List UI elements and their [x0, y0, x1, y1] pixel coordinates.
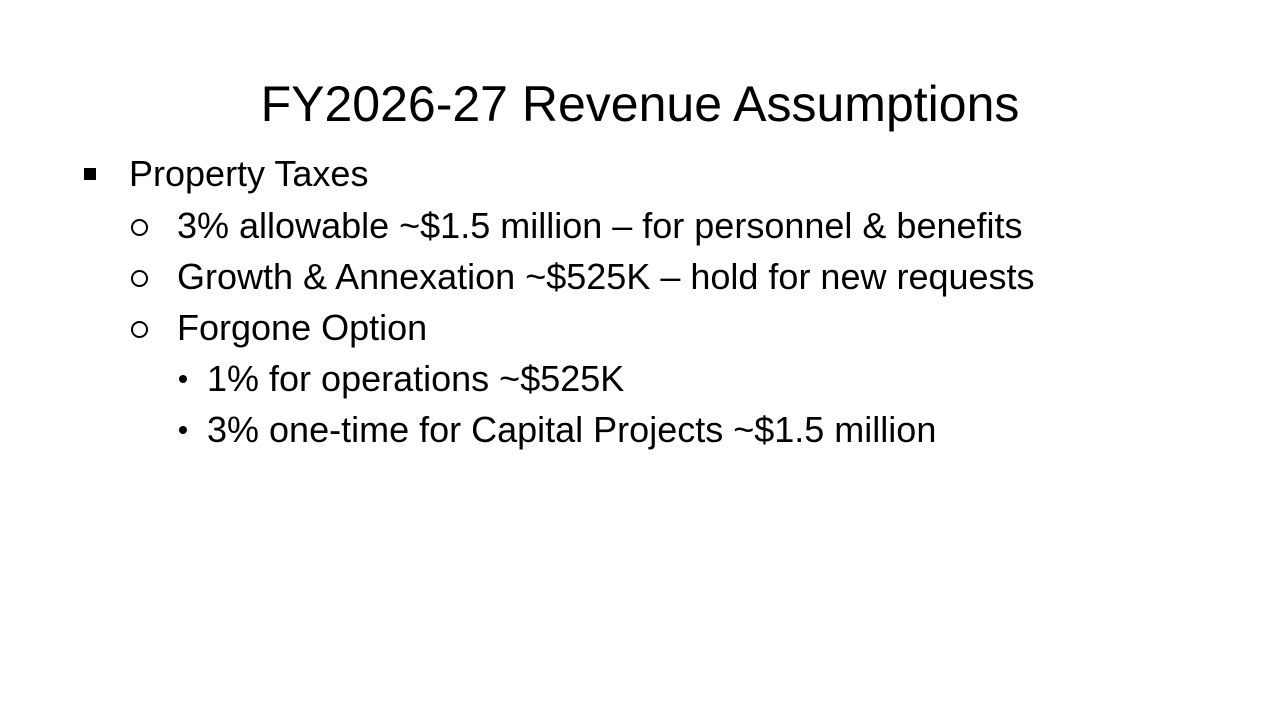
sub-bullet-text: Growth & Annexation ~$525K – hold for new requests — [177, 256, 1035, 297]
slide-title: FY2026-27 Revenue Assumptions — [260, 76, 1020, 132]
sub-sub-bullet-text: 3% one-time for Capital Projects ~$1.5 million — [207, 409, 937, 450]
sub-sub-bullet-text: 1% for operations ~$525K — [207, 358, 625, 399]
hollow-circle-bullet-icon — [131, 219, 148, 236]
hollow-circle-bullet-icon — [131, 321, 148, 338]
sub-bullet-text: 3% allowable ~$1.5 million – for personnel & benefits — [177, 205, 1023, 246]
bullet-text: Property Taxes — [129, 153, 369, 194]
sub-bullet-text: Forgone Option — [177, 307, 428, 348]
dot-bullet-icon — [179, 426, 187, 434]
hollow-circle-bullet-icon — [131, 270, 148, 287]
dot-bullet-icon — [179, 375, 187, 383]
square-bullet-icon — [84, 168, 96, 180]
